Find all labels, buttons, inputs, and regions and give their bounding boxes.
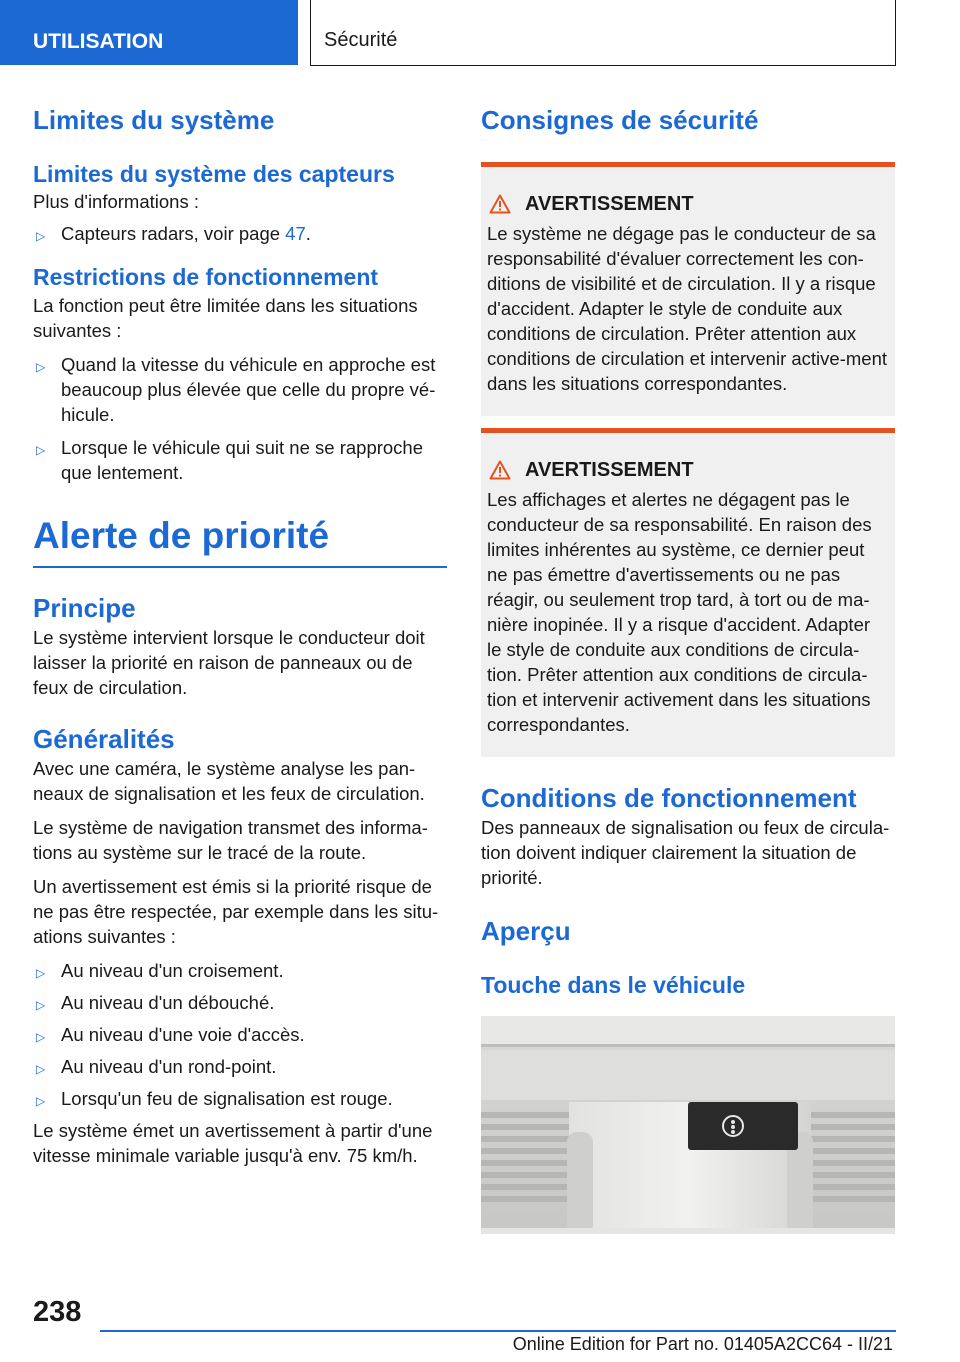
list-item-text: Au niveau d'une voie d'accès. (61, 1024, 305, 1045)
list-item-text: Capteurs radars, voir page (61, 223, 286, 244)
heading-general: Généralités (33, 724, 175, 754)
list-item-text: Lorsque le véhicule qui suit ne se rapproche que lentement. (61, 437, 424, 483)
heading-overview: Aperçu (481, 916, 571, 946)
heading-restrictions: Restrictions de fonctionnement (33, 264, 379, 290)
list-item (33, 958, 447, 983)
general-paragraph-4: Le système émet un avertissement à partir d'une vitesse minimale variable jusqu'à env. 75 km/h. (33, 1120, 433, 1166)
list-item-text: Au niveau d'un croisement. (61, 960, 284, 981)
bullet-arrow-icon: ▷ (36, 443, 46, 457)
more-info-list (33, 221, 447, 246)
footer-edition: Online Edition for Part no. 01405A2CC64 - II/21 (512, 1334, 893, 1354)
section-header-label: Sécurité (324, 29, 398, 51)
left-column (33, 100, 447, 1168)
principle-text: Le système intervient lorsque le conducteur doit laisser la priorité en raison de panneaux ou de feux de circulation. (33, 627, 425, 698)
list-item-text: Quand la vitesse du véhicule en approche est beaucoup plus élevée que celle du propre vé-hicule. (61, 354, 436, 425)
bullet-arrow-icon: ▷ (36, 360, 46, 374)
heading-button-in-vehicle: Touche dans le véhicule (481, 972, 746, 998)
heading-safety: Consignes de sécurité (481, 105, 759, 135)
warning-triangle-icon (489, 460, 511, 480)
general-list (33, 958, 447, 1111)
list-item (33, 352, 447, 427)
page-number: 238 (33, 1296, 82, 1328)
page-link[interactable]: 47 (285, 223, 306, 244)
heading-priority-alert: Alerte de priorité (33, 515, 330, 556)
warning-title-1 (487, 191, 888, 217)
right-column (481, 100, 895, 1234)
list-item (33, 1086, 447, 1111)
list-item (33, 1054, 447, 1079)
heading-rule (33, 566, 447, 568)
general-paragraph-1: Avec une caméra, le système analyse les pan-neaux de signalisation et les feux de circulation. (33, 758, 425, 804)
warning-text-1: Le système ne dégage pas le conducteur de sa responsabilité d'évaluer correctement les con-ditions de visibilité et de circulation. Il y a risque d'accident. Adapter le style de conduite aux conditions de circulation. Prêter attention aux conditions de circulation et intervenir active-ment dans les situations correspondantes. (487, 223, 887, 394)
heading-principle: Principe (33, 593, 136, 623)
heading-system-limits: Limites du système (33, 105, 275, 135)
general-paragraph-2: Le système de navigation transmet des informa-tions au système sur le tracé de la route. (33, 817, 428, 863)
footer-rule (100, 1330, 896, 1332)
warning-box-2 (481, 428, 895, 757)
heading-conditions: Conditions de fonctionnement (481, 783, 857, 813)
list-item (33, 221, 447, 246)
bullet-arrow-icon: ▷ (36, 1062, 46, 1076)
bullet-arrow-icon: ▷ (36, 229, 46, 243)
chapter-tab-label: UTILISATION (33, 30, 164, 53)
bullet-arrow-icon: ▷ (36, 1094, 46, 1108)
restrictions-intro: La fonction peut être limitée dans les situations suivantes : (33, 295, 418, 341)
heading-sensor-limits: Limites du système des capteurs (33, 161, 395, 187)
more-info-text: Plus d'informations : (33, 191, 199, 212)
list-item-text: Au niveau d'un rond-point. (61, 1056, 277, 1077)
chapter-tab (0, 0, 298, 65)
general-paragraph-3: Un avertissement est émis si la priorité risque de ne pas être respectée, par exemple dans les situ-ations suivantes : (33, 876, 439, 947)
list-item (33, 435, 447, 485)
warning-title-2 (487, 457, 888, 483)
bullet-arrow-icon: ▷ (36, 1030, 46, 1044)
warning-triangle-icon (489, 194, 511, 214)
conditions-text: Des panneaux de signalisation ou feux de circula-tion doivent indiquer clairement la situation de priorité. (481, 817, 890, 888)
vehicle-button-photo (481, 1016, 895, 1234)
restrictions-list (33, 352, 447, 485)
warning-title-text: AVERTISSEMENT (525, 459, 694, 481)
bullet-arrow-icon: ▷ (36, 966, 46, 980)
list-item-text: Au niveau d'un débouché. (61, 992, 275, 1013)
list-item-end: . (305, 223, 311, 244)
warning-box-1 (481, 162, 895, 416)
list-item (33, 1022, 447, 1047)
warning-title-text: AVERTISSEMENT (525, 193, 694, 215)
section-header (310, 0, 896, 66)
list-item-text: Lorsqu'un feu de signalisation est rouge. (61, 1088, 393, 1109)
bullet-arrow-icon: ▷ (36, 998, 46, 1012)
list-item (33, 990, 447, 1015)
warning-text-2: Les affichages et alertes ne dégagent pas le conducteur de sa responsabilité. En raison des limites inhérentes au système, ce dernier peut ne pas émettre d'avertissements ou ne pas réagir, ou seulement trop tard, à tort ou de ma-nière inopinée. Il y a risque d'accident. Adapter le style de conduite aux conditions de circula-tion. Prêter attention aux conditions de circula-tion et intervenir activement dans les situations correspondantes. (487, 489, 872, 735)
